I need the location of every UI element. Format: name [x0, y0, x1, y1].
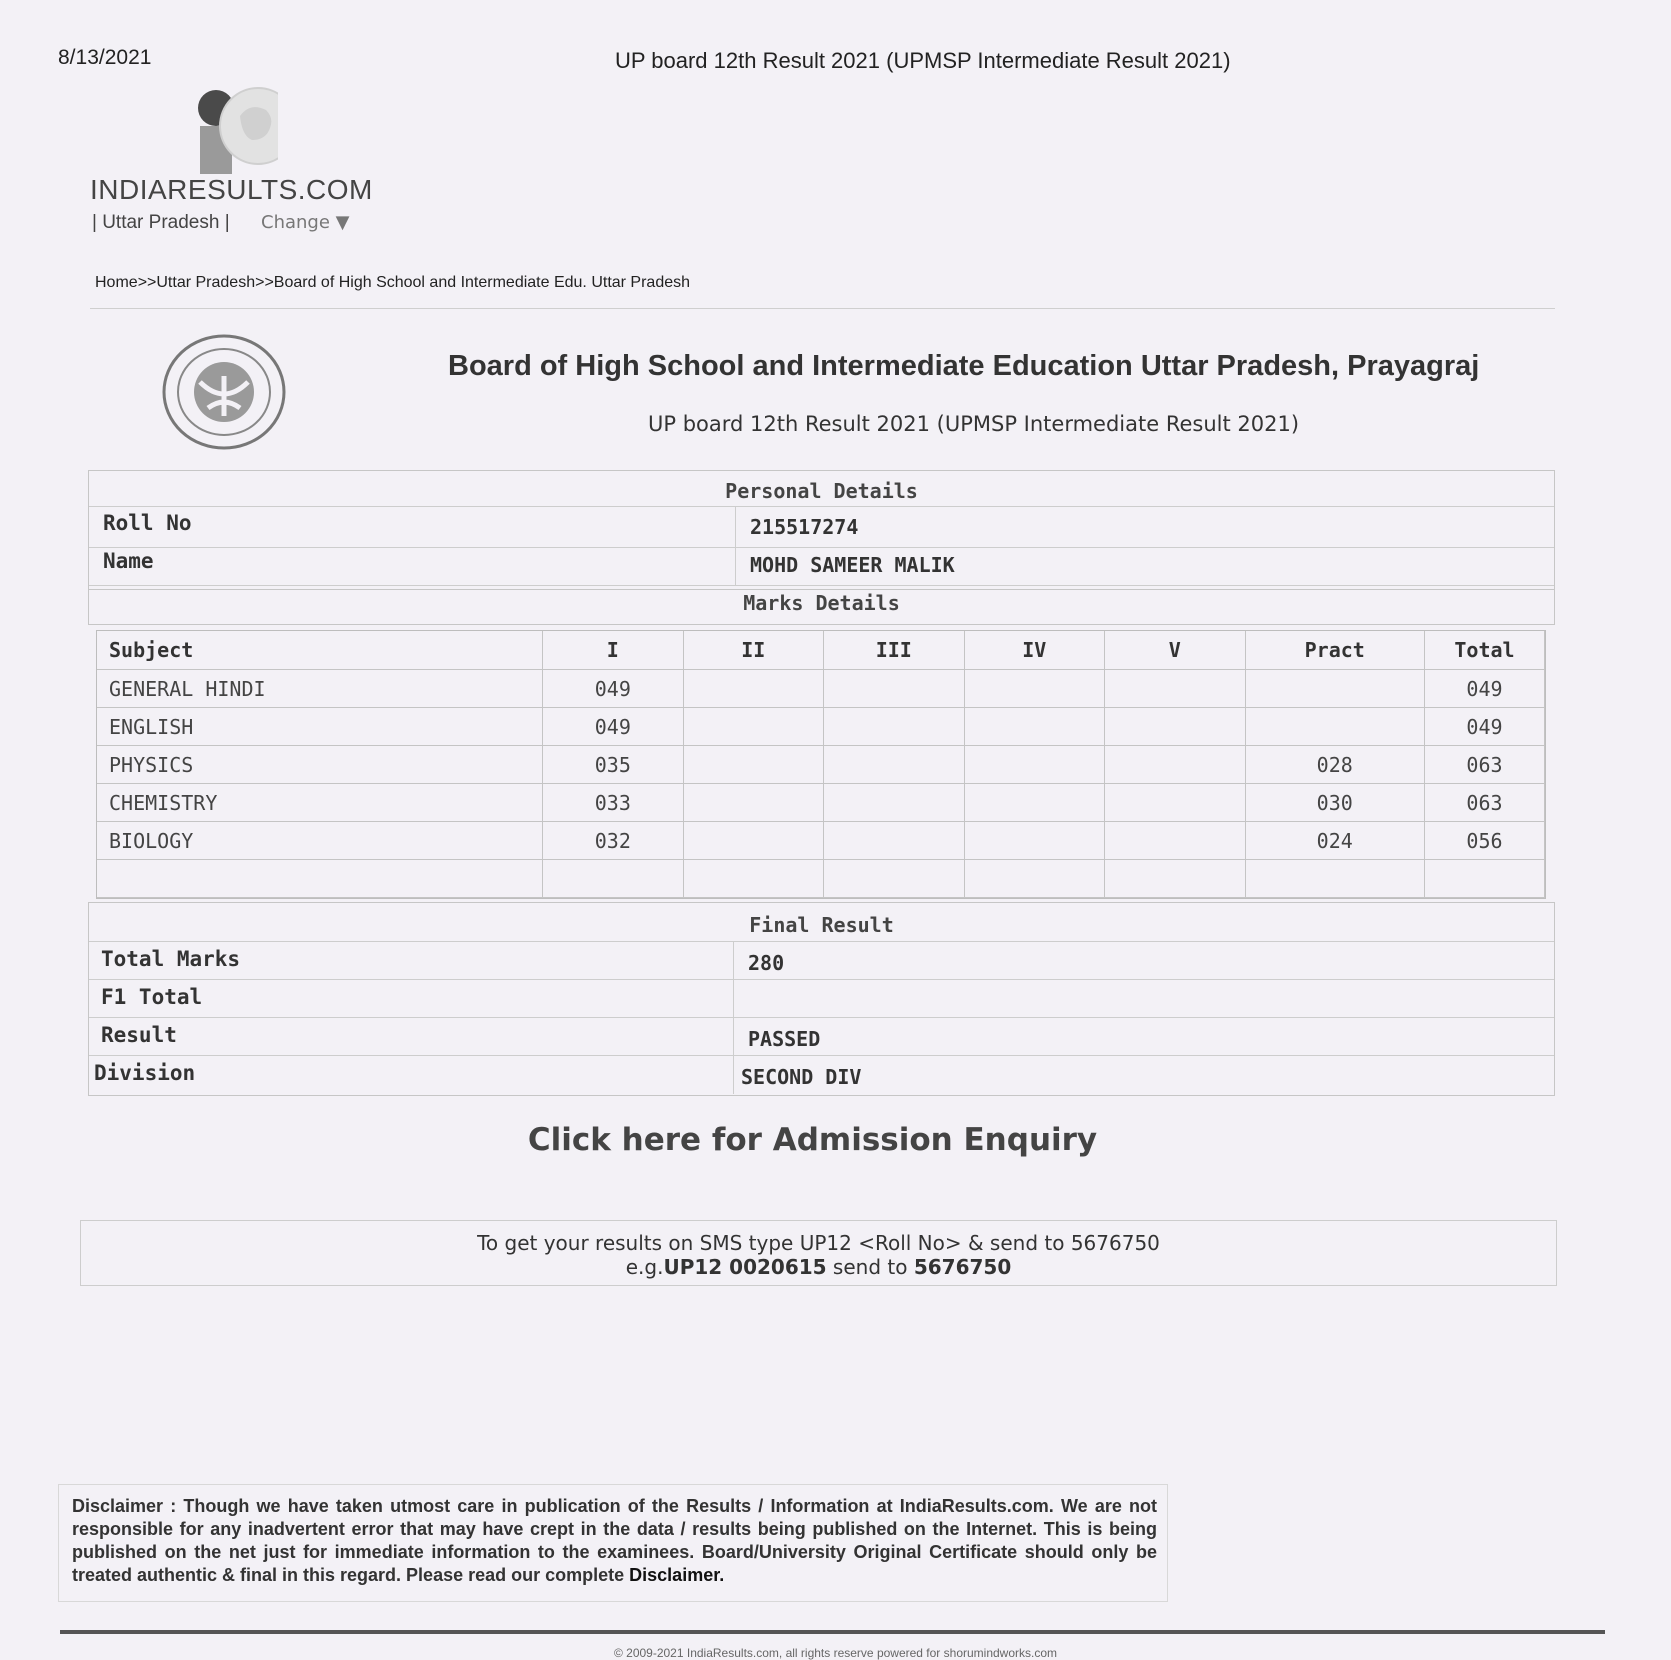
site-logo[interactable] — [88, 86, 373, 236]
table-row — [97, 670, 1545, 708]
mark-cell — [965, 746, 1105, 784]
board-name-heading: Board of High School and Intermediate Education Uttar Pradesh, Prayagraj — [448, 350, 1480, 382]
subject-cell — [97, 860, 543, 898]
total-cell — [1425, 860, 1545, 898]
subject-cell: GENERAL HINDI — [97, 670, 543, 708]
mark-cell — [965, 784, 1105, 822]
table-row — [97, 822, 1545, 860]
breadcrumb — [95, 274, 690, 292]
mark-cell — [965, 860, 1105, 898]
total-cell: 049 — [1425, 708, 1545, 746]
name-label: Name — [103, 549, 154, 573]
subject-cell: CHEMISTRY — [97, 784, 543, 822]
board-seal-icon — [160, 332, 288, 452]
total-cell: 056 — [1425, 822, 1545, 860]
mark-cell — [824, 822, 964, 860]
mark-cell — [965, 670, 1105, 708]
final-result-heading: Final Result — [749, 913, 894, 937]
pract-cell — [1246, 860, 1425, 898]
mark-cell — [1105, 860, 1245, 898]
final-result-section — [88, 902, 1555, 1096]
mark-cell — [1105, 670, 1245, 708]
mark-cell: 035 — [543, 746, 683, 784]
division-label: Division — [94, 1061, 196, 1085]
disclaimer-body: Disclaimer : Though we have taken utmost care in publication of the Results / Information at IndiaResults.com. We are not responsible for any inadvertent error that may have crept in the data / results being published on the Internet. This is being published on the net just for immediate information to the examinees. Board/University Original Certificate should only be treated authentic & final in this regard. Please read our complete — [72, 1496, 1157, 1585]
result-label: Result — [101, 1023, 177, 1047]
logo-wordmark: INDIARESULTS.COM — [90, 174, 373, 205]
breadcrumb-separator: >> — [137, 274, 157, 291]
pract-cell: 030 — [1246, 784, 1425, 822]
mark-cell — [1105, 708, 1245, 746]
print-date: 8/13/2021 — [58, 46, 152, 69]
mark-cell — [824, 746, 964, 784]
copyright-text: © 2009-2021 IndiaResults.com, all rights reserve powered for shorumindworks.com — [613, 1646, 1058, 1660]
total-cell: 063 — [1425, 746, 1545, 784]
col-header-pract: Pract — [1246, 631, 1425, 670]
breadcrumb-board[interactable]: Board of High School and Intermediate Edu. Uttar Pradesh — [273, 274, 691, 291]
subject-cell: PHYSICS — [97, 746, 543, 784]
total-cell: 049 — [1425, 670, 1545, 708]
col-header-3: III — [824, 631, 964, 670]
pract-cell: 024 — [1246, 822, 1425, 860]
pract-cell — [1246, 670, 1425, 708]
mark-cell — [965, 822, 1105, 860]
logo-figure-icon — [188, 86, 278, 176]
marks-details-heading: Marks Details — [743, 591, 900, 615]
mark-cell — [824, 784, 964, 822]
mark-cell — [1105, 746, 1245, 784]
breadcrumb-state[interactable]: Uttar Pradesh — [156, 274, 256, 291]
mark-cell — [965, 708, 1105, 746]
table-header-row — [97, 631, 1545, 670]
sms-example-number: 5676750 — [913, 1255, 1012, 1279]
col-header-5: V — [1105, 631, 1245, 670]
col-header-1: I — [543, 631, 683, 670]
mark-cell — [824, 860, 964, 898]
mark-cell: 033 — [543, 784, 683, 822]
mark-cell — [824, 708, 964, 746]
f1-total-label: F1 Total — [101, 985, 203, 1009]
sms-example-prefix: e.g. — [625, 1255, 664, 1279]
division-value: SECOND DIV — [741, 1065, 862, 1089]
region-label: | Uttar Pradesh | — [92, 212, 230, 233]
result-subtitle: UP board 12th Result 2021 (UPMSP Intermediate Result 2021) — [648, 412, 1300, 436]
marks-details-header — [88, 588, 1555, 625]
mark-cell — [684, 860, 824, 898]
table-row — [97, 708, 1545, 746]
col-header-4: IV — [965, 631, 1105, 670]
marks-table — [96, 630, 1546, 895]
pract-cell — [1246, 708, 1425, 746]
breadcrumb-separator: >> — [255, 274, 274, 291]
change-region-link[interactable]: Change ▼ — [261, 212, 350, 233]
total-marks-value: 280 — [748, 951, 785, 975]
table-row — [97, 746, 1545, 784]
mark-cell — [684, 670, 824, 708]
sms-example — [81, 1255, 1556, 1279]
mark-cell — [684, 784, 824, 822]
total-marks-label: Total Marks — [101, 947, 241, 971]
subject-cell: ENGLISH — [97, 708, 543, 746]
disclaimer-link[interactable]: Disclaimer. — [629, 1565, 725, 1585]
personal-details-section — [88, 470, 1555, 590]
subject-cell: BIOLOGY — [97, 822, 543, 860]
roll-no-label: Roll No — [103, 511, 192, 535]
print-page-title: UP board 12th Result 2021 (UPMSP Intermediate Result 2021) — [615, 48, 1231, 73]
mark-cell — [684, 708, 824, 746]
mark-cell — [824, 670, 964, 708]
mark-cell — [684, 746, 824, 784]
mark-cell — [543, 860, 683, 898]
sms-example-mid: send to — [826, 1255, 914, 1279]
footer-divider — [60, 1630, 1605, 1634]
disclaimer-box — [58, 1484, 1168, 1602]
breadcrumb-home[interactable]: Home — [95, 274, 138, 291]
mark-cell: 049 — [543, 708, 683, 746]
mark-cell — [684, 822, 824, 860]
name-value: MOHD SAMEER MALIK — [750, 553, 955, 577]
admission-enquiry-link[interactable]: Click here for Admission Enquiry — [527, 1122, 1098, 1158]
col-header-total: Total — [1425, 631, 1545, 670]
personal-details-heading: Personal Details — [725, 479, 918, 503]
mark-cell — [1105, 784, 1245, 822]
sms-info-box — [80, 1220, 1557, 1286]
divider — [90, 308, 1555, 309]
table-row — [97, 784, 1545, 822]
mark-cell: 049 — [543, 670, 683, 708]
col-header-subject: Subject — [97, 631, 543, 670]
roll-no-value: 215517274 — [750, 515, 859, 539]
table-row — [97, 860, 1545, 898]
mark-cell — [1105, 822, 1245, 860]
col-header-2: II — [684, 631, 824, 670]
sms-instruction: To get your results on SMS type UP12 <Roll No> & send to 5676750 — [477, 1231, 1160, 1255]
pract-cell: 028 — [1246, 746, 1425, 784]
disclaimer-text — [72, 1495, 1157, 1587]
result-value: PASSED — [748, 1027, 821, 1051]
sms-example-code: UP12 0020615 — [663, 1255, 827, 1279]
mark-cell: 032 — [543, 822, 683, 860]
total-cell: 063 — [1425, 784, 1545, 822]
